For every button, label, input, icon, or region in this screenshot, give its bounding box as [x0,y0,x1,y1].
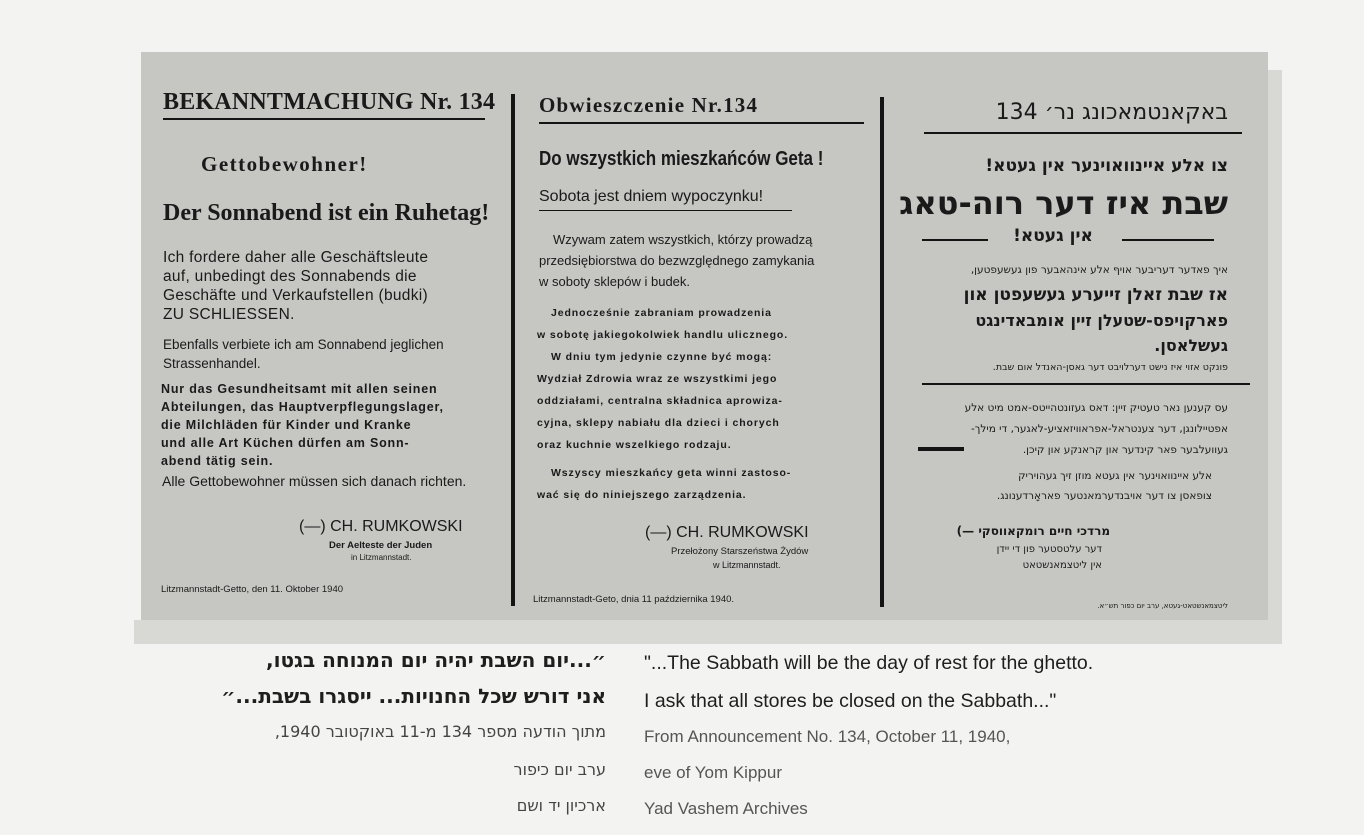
german-paragraph-2 [163,335,444,373]
polish-rest-line: Sobota jest dniem wypoczynku! [539,188,764,205]
german-paragraph-3 [161,380,444,470]
polish-p3-line: oraz kuchnie wszelkiego rodzaju. [537,439,732,451]
yiddish-p3-rule [918,447,964,451]
polish-p1-line: w soboty sklepów i budek. [539,274,691,289]
polish-dateline: Litzmannstadt-Geto, dnia 11 października 1940. [533,594,735,605]
announcement-poster-photo [141,52,1268,620]
yiddish-p4-line: אלע איינוואוינער אין געטא מוזן זיך געהויריק [1018,470,1212,482]
yiddish-p3-line: געוועלבער פאר קינדער און קראנקע און קיכן. [1022,444,1228,456]
polish-signature-title: Przełożony Starszeństwa Żydów [671,546,809,557]
polish-signature-place: w Litzmannstadt. [713,560,781,570]
yiddish-address: צו אלע איינוואוינער אין געטא! [985,156,1228,176]
yiddish-p1-line: איך פאדער דעריבער אויף אלע אינהאבער פון געשעפטען, [970,264,1228,276]
polish-p2-line: w sobotę jakiegokolwiek handlu ulicznego. [537,329,789,341]
german-rest-line: Der Sonnabend ist ein Ruhetag! [163,200,490,226]
german-paragraph-4: Alle Gettobewohner müssen sich danach richten. [162,473,467,489]
yiddish-heading-rule [924,132,1242,134]
polish-signature: (—) CH. RUMKOWSKI [645,524,809,541]
german-column [141,52,511,620]
polish-paragraph-1 [539,229,815,292]
yiddish-p2-rule [922,383,1250,385]
yiddish-signature-title: דער עלטסטער פון די יידן [996,544,1102,555]
german-p1-line: Ich fordere daher alle Geschäftsleute [163,249,429,266]
german-p2-line: Ebenfalls verbiete ich am Sonnabend jeglichen [163,337,444,352]
yiddish-p1-line: אז שבת זאלן זייערע געשעפטן און [963,285,1228,305]
german-p3-line: Abteilungen, das Hauptverpflegungslager, [161,400,444,414]
polish-column [515,52,880,620]
yiddish-paragraph-1 [898,258,1228,358]
polish-paragraph-4 [537,462,791,506]
polish-address: Do wszystkich mieszkańców Geta ! [539,148,824,170]
polish-p3-line: Wydział Zdrowia wraz ze wszystkimi jego [537,373,778,385]
polish-p3-line: oddziałami, centralna składnica aprowiza- [537,395,783,407]
yiddish-p3-line: עס קענען נאר טעטיק זיין: דאס געזונטהייטס-אמט מיט אלע [964,402,1228,414]
yiddish-signature: מרדכי חיים רומקאווסקי —) [956,524,1110,538]
german-p3-line: Nur das Gesundheitsamt mit allen seinen [161,382,438,396]
yiddish-paragraph-2: פונקט אזוי איז נישט דערלויבט דער גאסן-האנדל אום שבת. [992,362,1228,373]
caption-hebrew-quote-line-1: ״...יום השבת יהיה יום המנוחה בגטו, [266,648,606,672]
yiddish-paragraph-4 [892,466,1212,506]
polish-p1-line: Wzywam zatem wszystkich, którzy prowadzą [553,232,813,247]
german-p1-line: auf, unbedingt des Sonnabends die [163,268,417,285]
caption-hebrew-quote-line-2: אני דורש שכל החנויות... ייסגרו בשבת...״ [221,684,606,708]
german-paragraph-1 [163,248,428,324]
german-p1-line: Geschäfte und Verkaufstellen (budki) [163,287,428,304]
yiddish-subline-rule-left [922,239,988,241]
german-heading-rule [163,118,485,120]
german-signature: (—) CH. RUMKOWSKI [299,518,463,535]
polish-heading-rule [539,122,864,124]
german-address: Gettobewohner! [201,152,368,176]
caption-english-source: From Announcement No. 134, October 11, 1940, [644,727,1011,746]
yiddish-dateline: ליטצמאנשטאט-געטא, ערב יום כפור תש״א. [1097,602,1228,610]
yiddish-subline-rule-right [1122,239,1214,241]
yiddish-p1-line: געשלאסן. [1154,336,1228,355]
polish-paragraph-2 [537,302,788,346]
caption-hebrew-archive: ארכיון יד ושם [516,796,606,815]
yiddish-p3-line: אפטיילונגן, דער צענטראל-אפראוויזאציע-לאגער, די מילך- [970,423,1228,435]
polish-p3-line: W dniu tym jedynie czynne być mogą: [551,351,773,363]
german-signature-place: in Litzmannstadt. [351,553,412,562]
caption-english-quote-line-1: "...The Sabbath will be the day of rest for the ghetto. [644,652,1094,674]
german-p2-line: Strassenhandel. [163,356,261,371]
polish-paragraph-3 [537,346,783,456]
caption-english-occasion: eve of Yom Kippur [644,763,782,782]
photo-mat-edge [1268,70,1282,644]
yiddish-column [884,52,1268,620]
polish-heading: Obwieszczenie Nr.134 [539,93,759,117]
photo-mat-bottom [134,620,1282,644]
german-p3-line: und alle Art Küchen dürfen am Sonn- [161,436,410,450]
german-signature-title: Der Aelteste der Juden [329,540,433,551]
caption-hebrew-occasion: ערב יום כיפור [513,760,606,779]
yiddish-heading: באקאנטמאכונג נר׳ 134 [995,100,1228,125]
german-p1-line: ZU SCHLIESSEN. [163,306,295,323]
caption-english-archive: Yad Vashem Archives [644,799,808,818]
yiddish-paragraph-3 [898,398,1228,461]
polish-p2-line: Jednocześnie zabraniam prowadzenia [551,307,772,319]
caption-english-quote-line-2: I ask that all stores be closed on the Sabbath..." [644,690,1057,712]
german-p3-line: abend tätig sein. [161,454,274,468]
yiddish-p1-line: פארקויפס-שטעלן זיין אומבאדינגט [975,311,1228,330]
yiddish-big-line: שבת איז דער רוה-טאג [899,184,1228,222]
polish-rest-underline [539,210,792,211]
polish-p4-line: Wszyscy mieszkańcy geta winni zastoso- [551,467,792,479]
polish-p3-line: cyjna, sklepy nabiału dla dzieci i chorych [537,417,780,429]
yiddish-signature-place: אין ליטצמאנשטאט [1022,560,1102,571]
german-dateline: Litzmannstadt-Getto, den 11. Oktober 1940 [161,584,344,595]
polish-p1-line: przedsiębiorstwa do bezwzględnego zamykania [539,253,815,268]
yiddish-p4-line: צופאסן צו דער אויבנדערמאנטער פאראָרדענונג. [996,490,1212,502]
yiddish-sub-line: אין געטא! [1013,226,1093,246]
german-p3-line: die Milchläden für Kinder und Kranke [161,418,412,432]
caption-hebrew-source: מתוך הודעה מספר 134 מ-11 באוקטובר 1940, [274,722,606,741]
polish-p4-line: wać się do niniejszego zarządzenia. [537,489,747,501]
german-heading: BEKANNTMACHUNG Nr. 134 [163,89,496,115]
